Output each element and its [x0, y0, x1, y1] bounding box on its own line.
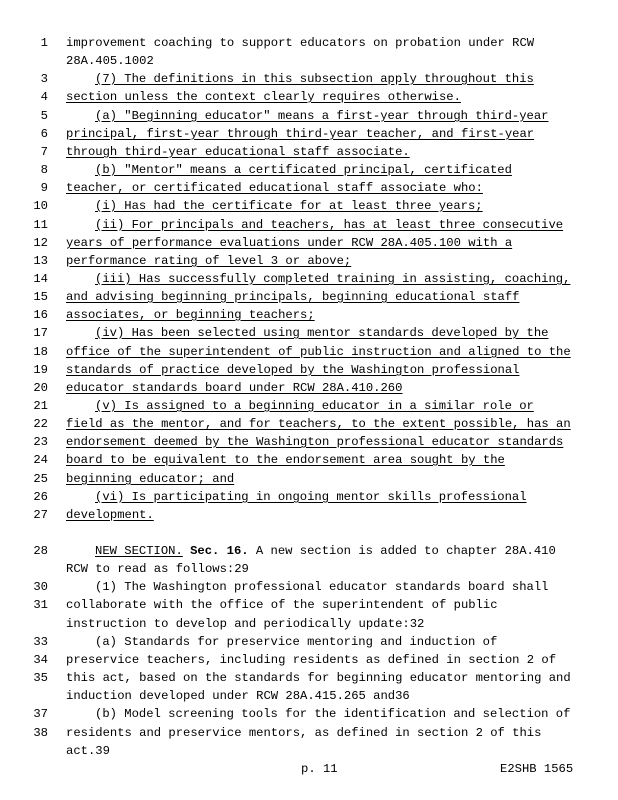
document-line	[0, 252, 618, 270]
line-number: 9	[40, 181, 48, 195]
document-line	[0, 596, 618, 614]
line-number: 10	[33, 199, 48, 213]
line-text: (iv) Has been selected using mentor standards developed by the	[95, 326, 549, 340]
document-line	[0, 143, 618, 161]
line-number: 14	[33, 272, 48, 286]
new-section-label: NEW SECTION.	[95, 544, 183, 558]
document-line	[0, 433, 618, 451]
line-text: endorsement deemed by the Washington professional educator standards	[66, 435, 564, 449]
line-number: 15	[33, 290, 48, 304]
line-text: performance rating of level 3 or above;	[66, 254, 352, 268]
line-number: 25	[33, 472, 48, 486]
line-number: 8	[40, 163, 48, 177]
line-text: (1) The Washington professional educator standards board shall	[95, 580, 549, 594]
document-line	[0, 542, 618, 560]
document-line	[0, 742, 618, 760]
document-line	[0, 343, 618, 361]
line-text: residents and preservice mentors, as defined in section 2 of this	[66, 726, 542, 740]
line-text: (iii) Has successfully completed training in assisting, coaching,	[95, 272, 571, 286]
line-text: standards of practice developed by the Washington professional	[66, 363, 520, 377]
bill-id: E2SHB 1565	[500, 762, 574, 776]
line-text: this act, based on the standards for beginning educator mentoring and	[66, 671, 571, 685]
line-text: (vi) Is participating in ongoing mentor skills professional	[95, 490, 527, 504]
line-text: induction developed under RCW 28A.415.265 and36	[66, 689, 410, 703]
document-line	[0, 197, 618, 215]
line-text: through third-year educational staff associate.	[66, 145, 410, 159]
line-text: (v) Is assigned to a beginning educator in a similar role or	[95, 399, 534, 413]
line-number: 4	[40, 90, 48, 104]
document-line	[0, 560, 618, 578]
line-text: (ii) For principals and teachers, has at least three consecutive	[95, 218, 564, 232]
line-number: 12	[33, 236, 48, 250]
line-number: 33	[33, 635, 48, 649]
line-number: 13	[33, 254, 48, 268]
line-number: 16	[33, 308, 48, 322]
document-line	[0, 88, 618, 106]
line-text: educator standards board under RCW 28A.410.260	[66, 381, 403, 395]
document-line	[0, 324, 618, 342]
document-line	[0, 633, 618, 651]
document-line	[0, 216, 618, 234]
line-text: section unless the context clearly requires otherwise.	[66, 90, 461, 104]
document-line	[0, 361, 618, 379]
line-number: 1	[40, 36, 48, 50]
document-line	[0, 451, 618, 469]
line-text: RCW to read as follows:29	[66, 562, 249, 576]
line-text: teacher, or certificated educational staff associate who:	[66, 181, 483, 195]
line-number: 3	[40, 72, 48, 86]
line-text: 28A.405.1002	[66, 54, 154, 68]
document-line	[0, 70, 618, 88]
document-line	[0, 52, 618, 70]
line-text: board to be equivalent to the endorsement area sought by the	[66, 453, 505, 467]
line-text: (b) Model screening tools for the identification and selection of	[95, 707, 571, 721]
line-number: 34	[33, 653, 48, 667]
line-text: act.39	[66, 744, 110, 758]
line-number: 6	[40, 127, 48, 141]
document-line	[0, 34, 618, 52]
line-number: 31	[33, 598, 48, 612]
line-number: 19	[33, 363, 48, 377]
document-line	[0, 669, 618, 687]
document-line	[0, 488, 618, 506]
line-text: (7) The definitions in this subsection apply throughout this	[95, 72, 534, 86]
line-text: (a) "Beginning educator" means a first-year through third-year	[95, 109, 549, 123]
document-line	[0, 506, 618, 524]
line-number: 11	[33, 218, 48, 232]
line-text: beginning educator; and	[66, 472, 235, 486]
line-text: preservice teachers, including residents as defined in section 2 of	[66, 653, 557, 667]
document-line	[0, 415, 618, 433]
line-number: 38	[33, 726, 48, 740]
document-line	[0, 397, 618, 415]
line-text: collaborate with the office of the superintendent of public	[66, 598, 498, 612]
document-line	[0, 107, 618, 125]
line-text: instruction to develop and periodically update:32	[66, 617, 425, 631]
line-text: improvement coaching to support educators on probation under RCW	[66, 36, 535, 50]
document-line	[0, 306, 618, 324]
line-text: years of performance evaluations under RCW 28A.405.100 with a	[66, 236, 513, 250]
document-line	[0, 470, 618, 488]
line-number: 5	[40, 109, 48, 123]
section-text: A new section is added to chapter 28A.410	[248, 544, 556, 558]
document-line	[0, 651, 618, 669]
line-number: 26	[33, 490, 48, 504]
page-number: p. 11	[301, 762, 338, 776]
line-text: associates, or beginning teachers;	[66, 308, 315, 322]
document-line	[0, 687, 618, 705]
document-line	[0, 125, 618, 143]
document-line	[0, 288, 618, 306]
document-line	[0, 179, 618, 197]
line-number: 20	[33, 381, 48, 395]
line-number: 17	[33, 326, 48, 340]
document-line	[0, 379, 618, 397]
line-number: 28	[33, 544, 48, 558]
document-line	[0, 578, 618, 596]
document-line	[0, 615, 618, 633]
line-number: 22	[33, 417, 48, 431]
line-text: (i) Has had the certificate for at least three years;	[95, 199, 483, 213]
line-number: 21	[33, 399, 48, 413]
line-number: 27	[33, 508, 48, 522]
line-number: 24	[33, 453, 48, 467]
line-text: office of the superintendent of public instruction and aligned to the	[66, 345, 571, 359]
document-line	[0, 234, 618, 252]
line-number: 7	[40, 145, 48, 159]
document-line	[0, 705, 618, 723]
line-text: development.	[66, 508, 154, 522]
line-number: 37	[33, 707, 48, 721]
line-text: (b) "Mentor" means a certificated principal, certificated	[95, 163, 512, 177]
document-line	[0, 724, 618, 742]
document-line	[0, 270, 618, 288]
document-line	[0, 161, 618, 179]
line-number: 23	[33, 435, 48, 449]
line-text: principal, first-year through third-year teacher, and first-year	[66, 127, 535, 141]
line-number: 35	[33, 671, 48, 685]
section-number: Sec. 16.	[190, 544, 249, 558]
line-text: and advising beginning principals, beginning educational staff	[66, 290, 520, 304]
line-text: field as the mentor, and for teachers, to the extent possible, has an	[66, 417, 571, 431]
line-number: 18	[33, 345, 48, 359]
line-number: 30	[33, 580, 48, 594]
section-heading	[66, 542, 556, 560]
line-text: (a) Standards for preservice mentoring and induction of	[95, 635, 498, 649]
